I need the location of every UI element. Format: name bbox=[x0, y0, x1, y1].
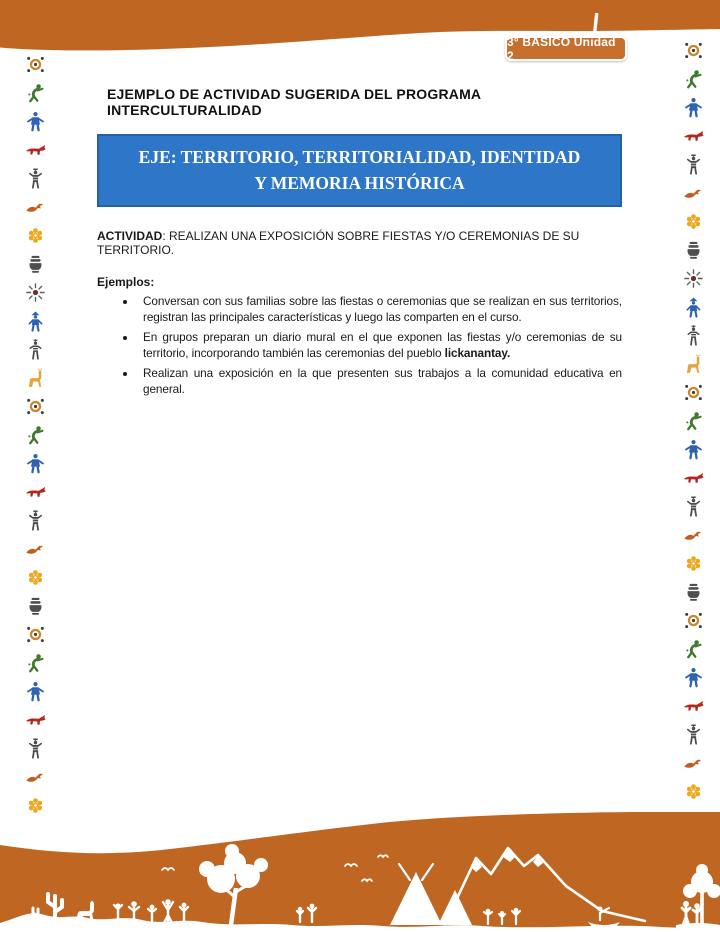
right-pictograph-column bbox=[680, 40, 706, 802]
flower-pictograph-icon bbox=[25, 567, 46, 588]
anthropomorph-pictograph-icon bbox=[683, 154, 704, 175]
flower-pictograph-icon bbox=[25, 225, 46, 246]
condor-pictograph-icon bbox=[25, 767, 46, 788]
anthropomorph-pictograph-icon bbox=[683, 724, 704, 745]
activity-label: ACTIVIDAD bbox=[97, 228, 163, 243]
bottom-landscape bbox=[0, 812, 720, 932]
llama-pictograph-icon bbox=[683, 354, 704, 375]
main-content bbox=[97, 80, 622, 401]
fox-pictograph-icon bbox=[683, 696, 704, 717]
blue-figure-pictograph-icon bbox=[25, 681, 46, 702]
sun-pictograph-icon bbox=[25, 624, 46, 645]
blue-figure-pictograph-icon bbox=[683, 439, 704, 460]
pot-pictograph-icon bbox=[683, 582, 704, 603]
blue-figure-pictograph-icon bbox=[683, 667, 704, 688]
example-bullet: • Realizan una exposición en la que presenten sus trabajos a la comunidad educativa en general. bbox=[137, 365, 622, 398]
dancer-pictograph-icon bbox=[683, 69, 704, 90]
flower-pictograph-icon bbox=[683, 211, 704, 232]
condor-pictograph-icon bbox=[25, 197, 46, 218]
sun-pictograph-icon bbox=[683, 610, 704, 631]
sun-pictograph-icon bbox=[683, 40, 704, 61]
unit-badge bbox=[505, 36, 627, 61]
dancer-pictograph-icon bbox=[25, 425, 46, 446]
fox-pictograph-icon bbox=[683, 126, 704, 147]
activity-text: : REALIZAN UNA EXPOSICIÓN SOBRE FIESTAS Y/O CEREMONIAS DE SU TERRITORIO. bbox=[97, 228, 580, 257]
activity-line bbox=[97, 229, 622, 257]
shaman-pictograph-icon bbox=[25, 339, 46, 360]
pot-pictograph-icon bbox=[25, 596, 46, 617]
eje-banner: EJE: TERRITORIO, TERRITORIALIDAD, IDENTIDAD Y MEMORIA HISTÓRICA bbox=[97, 134, 622, 207]
dancer-pictograph-icon bbox=[25, 83, 46, 104]
fox-pictograph-icon bbox=[25, 482, 46, 503]
sunburst-pictograph-icon bbox=[25, 282, 46, 303]
examples-list bbox=[97, 293, 622, 398]
dancer-pictograph-icon bbox=[25, 653, 46, 674]
dancer-pictograph-icon bbox=[683, 639, 704, 660]
anthropomorph-pictograph-icon bbox=[25, 738, 46, 759]
example-bullet: • En grupos preparan un diario mural en el que exponen las fiestas y/o ceremonias de su territorio, incorporando también las ceremonias del pueblo lickanantay. bbox=[137, 329, 622, 362]
flower-pictograph-icon bbox=[683, 553, 704, 574]
flower-pictograph-icon bbox=[683, 781, 704, 802]
anthropomorph-pictograph-icon bbox=[25, 510, 46, 531]
chief-pictograph-icon bbox=[683, 297, 704, 318]
shaman-pictograph-icon bbox=[683, 325, 704, 346]
pot-pictograph-icon bbox=[25, 254, 46, 275]
condor-pictograph-icon bbox=[683, 753, 704, 774]
examples-label: Ejemplos: bbox=[97, 274, 155, 289]
blue-figure-pictograph-icon bbox=[25, 111, 46, 132]
sunburst-pictograph-icon bbox=[683, 268, 704, 289]
anthropomorph-pictograph-icon bbox=[683, 496, 704, 517]
page-title: EJEMPLO DE ACTIVIDAD SUGERIDA DEL PROGRAMA INTERCULTURALIDAD bbox=[107, 86, 481, 118]
sun-pictograph-icon bbox=[25, 396, 46, 417]
sun-pictograph-icon bbox=[683, 382, 704, 403]
blue-figure-pictograph-icon bbox=[683, 97, 704, 118]
unit-badge-label: 3° BÁSICO Unidad 2 bbox=[507, 34, 616, 63]
example-bullet: • Conversan con sus familias sobre las fiestas o ceremonias que se realizan en sus territorios, registran las principales características y luego las comparten en el curso. bbox=[137, 293, 622, 326]
fox-pictograph-icon bbox=[683, 468, 704, 489]
left-pictograph-column bbox=[22, 54, 48, 816]
condor-pictograph-icon bbox=[683, 183, 704, 204]
sun-pictograph-icon bbox=[25, 54, 46, 75]
dancer-pictograph-icon bbox=[683, 411, 704, 432]
chief-pictograph-icon bbox=[25, 311, 46, 332]
llama-pictograph-icon bbox=[25, 368, 46, 389]
condor-pictograph-icon bbox=[25, 539, 46, 560]
fox-pictograph-icon bbox=[25, 710, 46, 731]
condor-pictograph-icon bbox=[683, 525, 704, 546]
pot-pictograph-icon bbox=[683, 240, 704, 261]
blue-figure-pictograph-icon bbox=[25, 453, 46, 474]
anthropomorph-pictograph-icon bbox=[25, 168, 46, 189]
fox-pictograph-icon bbox=[25, 140, 46, 161]
